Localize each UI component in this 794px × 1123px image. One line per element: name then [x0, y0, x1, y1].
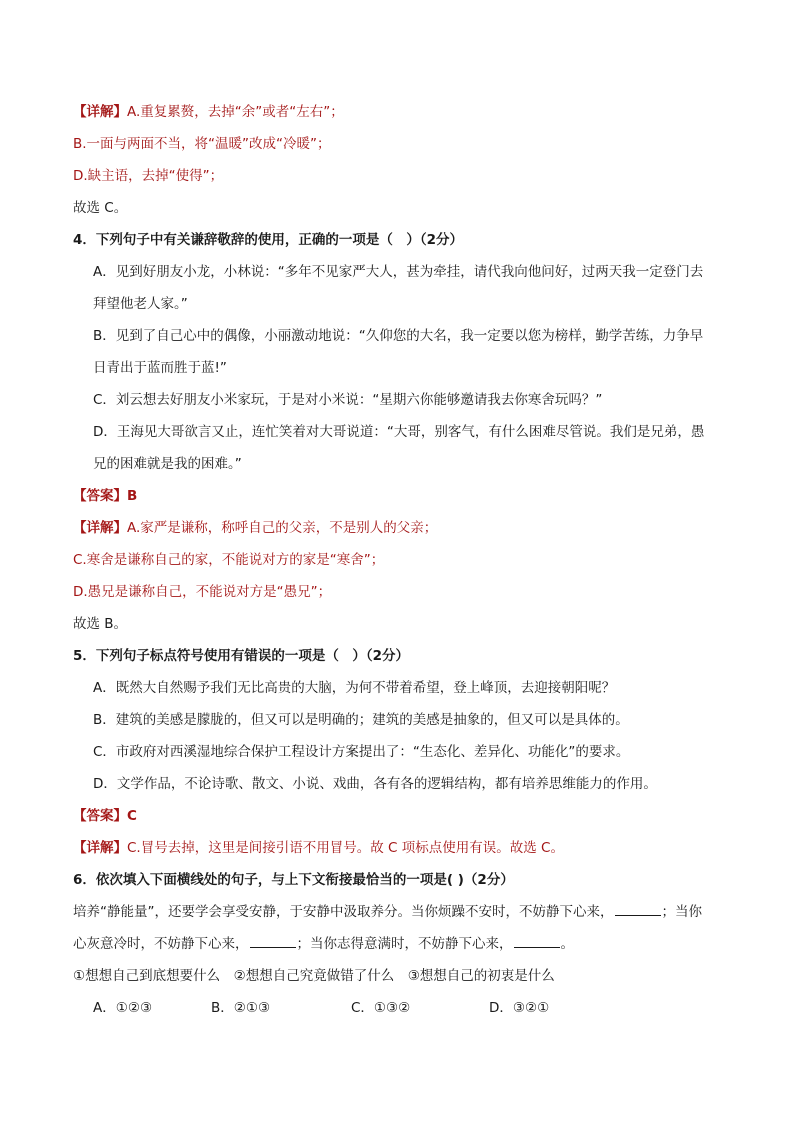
- q4-detail-a: 【详解】A.家严是谦称，称呼自己的父亲，不是别人的父亲；: [73, 520, 438, 536]
- q6-option-d: D．③②①: [489, 1000, 550, 1016]
- q4-conclusion: 故选 B。: [73, 616, 128, 632]
- q3-detail-a: 【详解】A.重复累赘，去掉“余”或者“左右”；: [73, 104, 344, 120]
- q6-options: [93, 998, 753, 1018]
- q3-detail-d: D.缺主语，去掉“使得”；: [73, 168, 224, 184]
- q3-detail-b: B.一面与两面不当，将“温暖”改成“冷暖”；: [73, 136, 331, 152]
- answer-value: B: [127, 488, 138, 504]
- q3-conclusion: 故选 C。: [73, 200, 128, 216]
- q5-detail: 【详解】C.冒号去掉，这里是间接引语不用冒号。故 C 项标点使用有误。故选 C。: [73, 840, 564, 856]
- q4-stem: 4．下列句子中有关谦辞敬辞的使用，正确的一项是（ ）（2分）: [73, 232, 464, 248]
- q4-detail-d: D.愚兄是谦称自己，不能说对方是“愚兄”；: [73, 584, 332, 600]
- q5-option-a: A．既然大自然赐予我们无比高贵的大脑，为何不带着希望，登上峰顶，去迎接朝阳呢？: [93, 680, 616, 696]
- q4-option-a-line2: 拜望他老人家。”: [93, 296, 188, 312]
- fill-blank-2: [250, 934, 296, 948]
- q5-option-b: B．建筑的美感是朦胧的，但又可以是明确的；建筑的美感是抽象的，但又可以是具体的。: [93, 712, 629, 728]
- q4-option-a-line1: A．见到好朋友小龙，小林说：“多年不见家严大人，甚为牵挂，请代我向他问好，过两天我一定登门去: [93, 264, 704, 280]
- fill-blank-3: [514, 934, 560, 948]
- answer-label: 【答案】: [73, 488, 127, 504]
- q4-option-b-line1: B．见到了自己心中的偶像，小丽激动地说：“久仰您的大名，我一定要以您为榜样，勤学苦练，力争早: [93, 328, 704, 344]
- q4-option-d-line1: D．王海见大哥欲言又止，连忙笑着对大哥说道：“大哥，别客气，有什么困难尽管说。我们是兄弟，愚: [93, 424, 705, 440]
- q6-stem: 6．依次填入下面横线处的句子，与上下文衔接最恰当的一项是( )（2分）: [73, 872, 514, 888]
- q6-passage-line1: 培养“静能量”，还要学会享受安静，于安静中汲取养分。当你烦躁不安时，不妨静下心来， ；当你: [73, 904, 702, 920]
- q5-option-c: C．市政府对西溪湿地综合保护工程设计方案提出了：“生态化、差异化、功能化”的要求。: [93, 744, 630, 760]
- q4-answer: [73, 486, 733, 506]
- answer-label: 【答案】: [73, 808, 127, 824]
- q4-option-d-line2: 兄的困难就是我的困难。”: [93, 456, 242, 472]
- q6-option-c: C．①③②: [351, 1000, 411, 1016]
- answer-value: C: [127, 808, 137, 824]
- q6-option-a: A．①②③: [93, 1000, 153, 1016]
- detail-label: 【详解】: [73, 840, 127, 856]
- q5-option-d: D．文学作品，不论诗歌、散文、小说、戏曲，各有各的逻辑结构，都有培养思维能力的作用。: [93, 776, 657, 792]
- q4-option-c: C．刘云想去好朋友小米家玩，于是对小米说：“星期六你能够邀请我去你寒舍玩吗？”: [93, 392, 603, 408]
- fill-blank-1: [615, 902, 661, 916]
- detail-label: 【详解】: [73, 520, 127, 536]
- q4-detail-c: C.寒舍是谦称自己的家，不能说对方的家是“寒舍”；: [73, 552, 385, 568]
- detail-label: 【详解】: [73, 104, 127, 120]
- q4-option-b-line2: 日青出于蓝而胜于蓝!”: [93, 360, 227, 376]
- q6-choices: ①想想自己到底想要什么 ②想想自己究竟做错了什么 ③想想自己的初衷是什么: [73, 968, 555, 984]
- q6-option-b: B．②①③: [211, 1000, 271, 1016]
- q5-answer: [73, 806, 733, 826]
- q6-passage-line2: 心灰意冷时，不妨静下心来， ；当你志得意满时，不妨静下心来， 。: [73, 936, 574, 952]
- q5-stem: 5．下列句子标点符号使用有错误的一项是（ ）（2分）: [73, 648, 410, 664]
